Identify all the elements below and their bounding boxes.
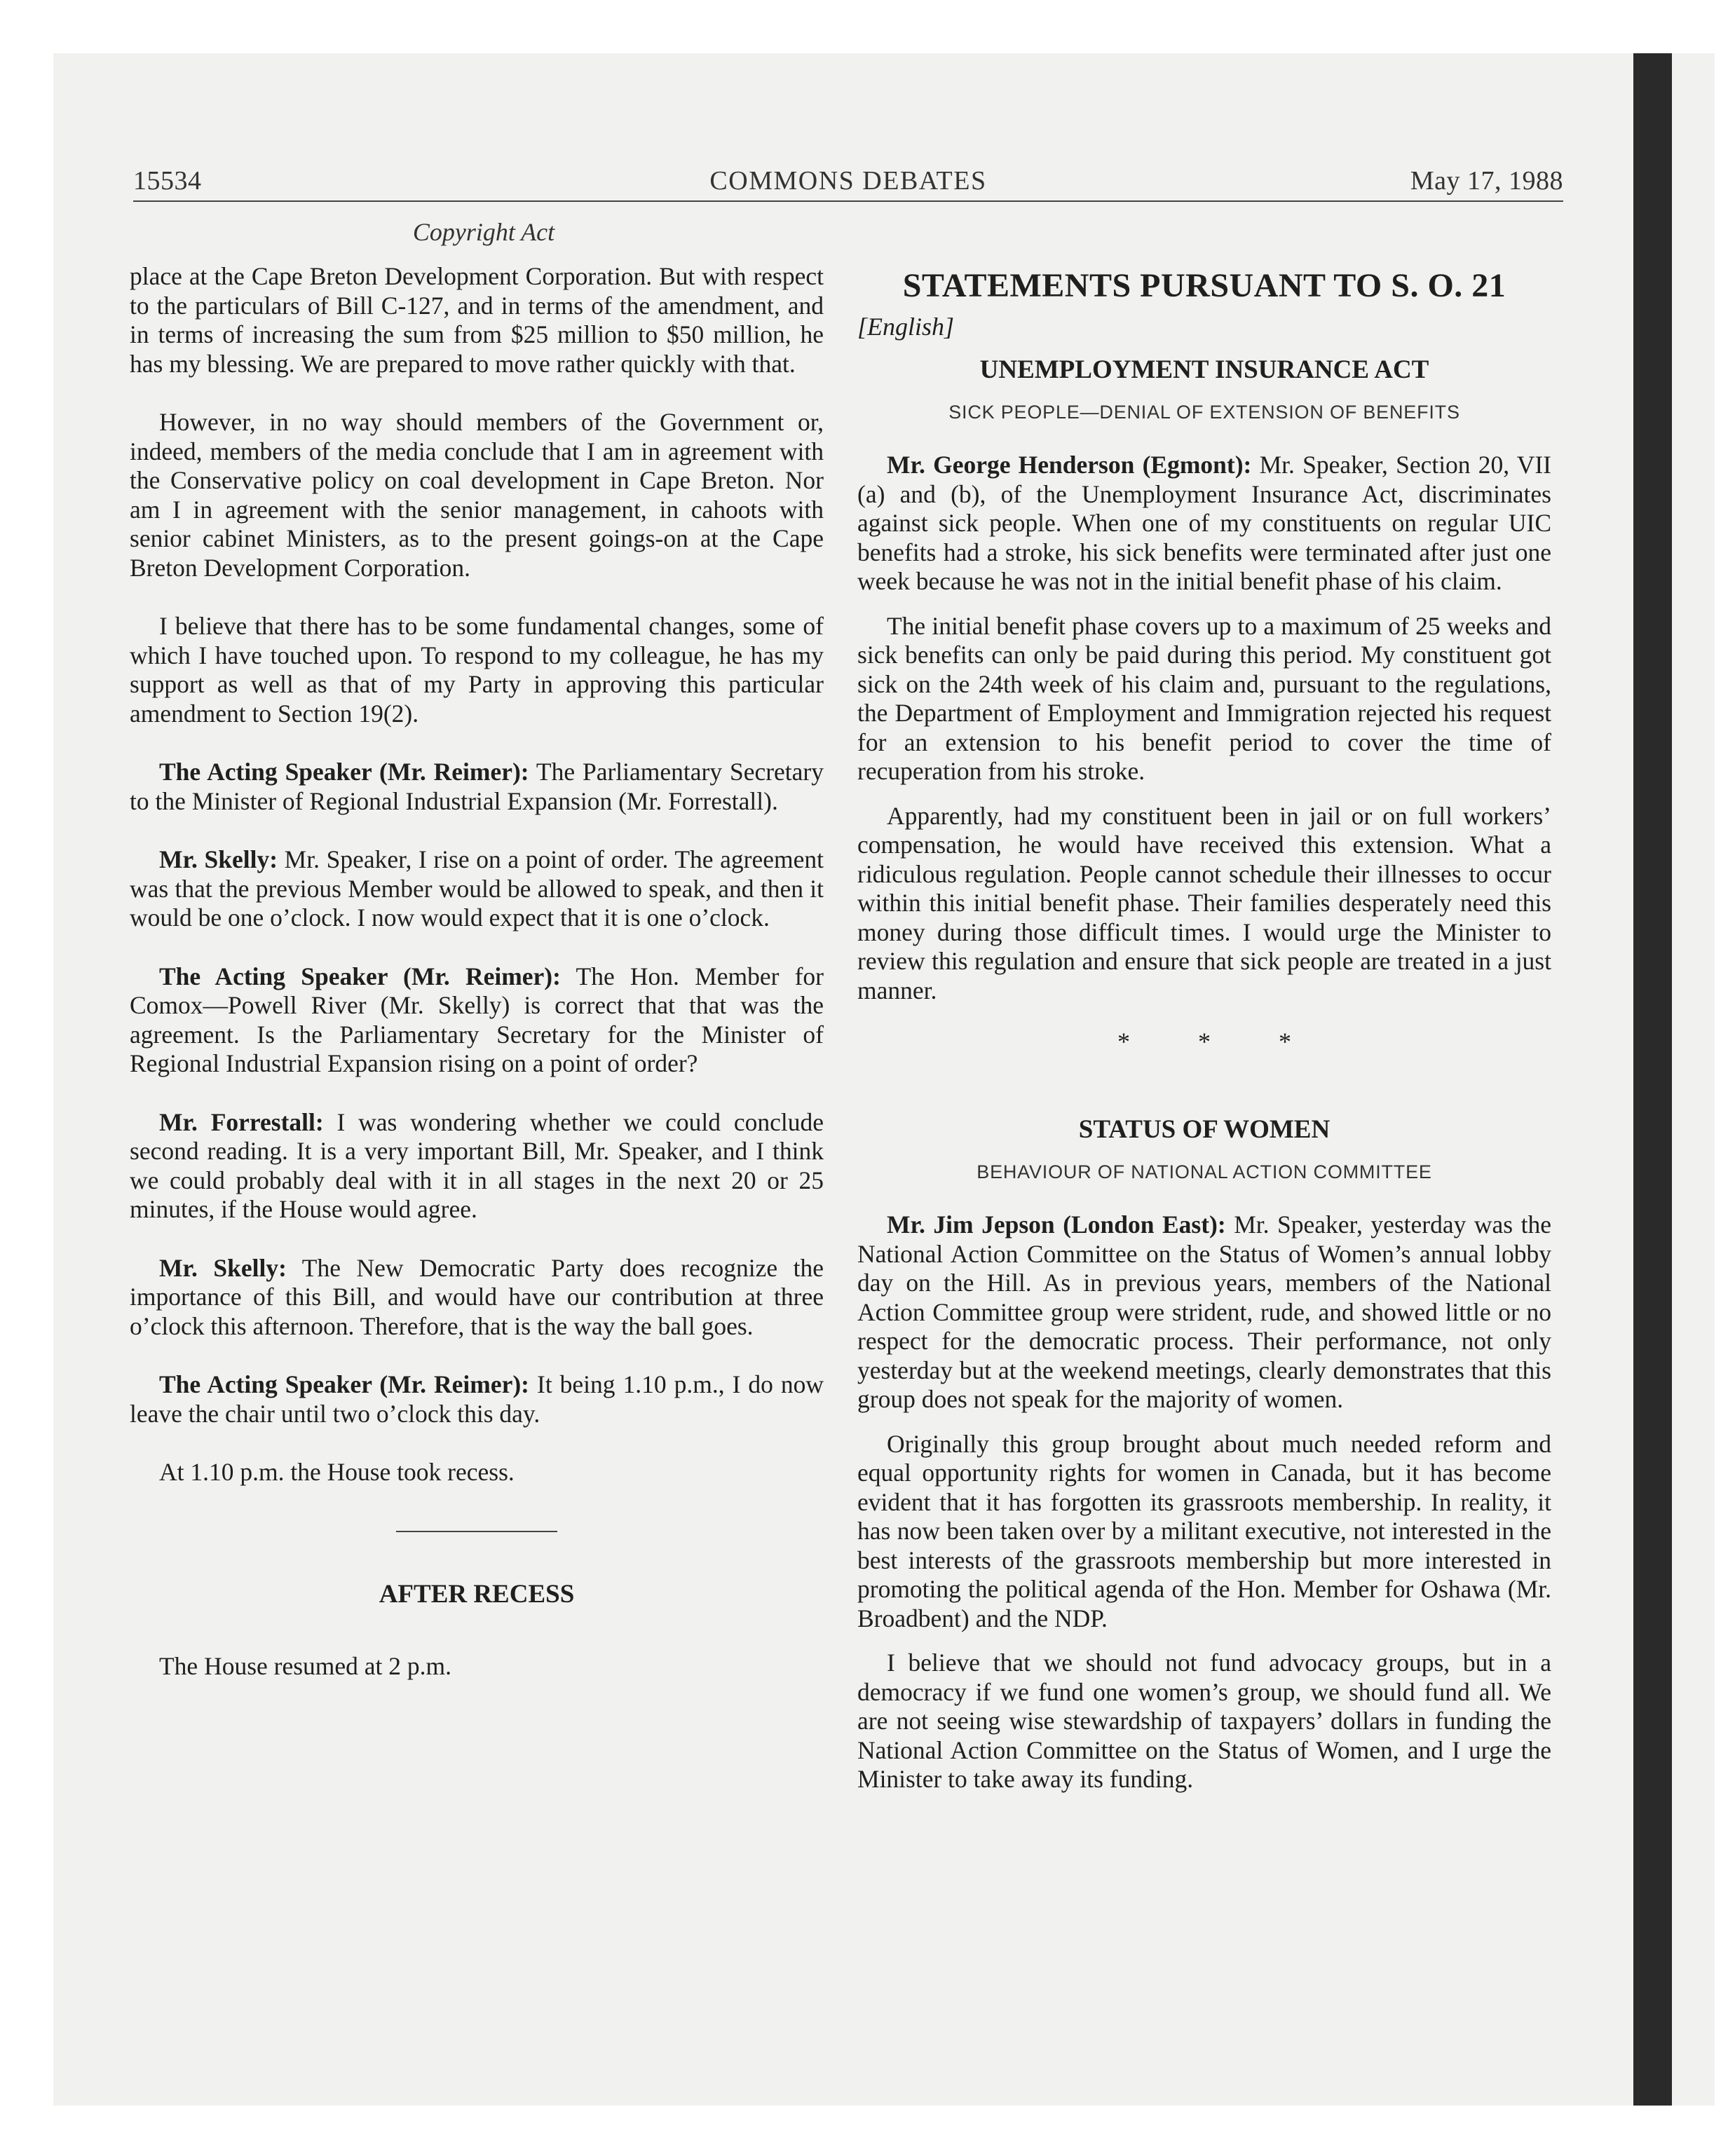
speech-text: The Parliamentary Secretary to the Minister of Regional Industrial Expansion (Mr. Forrestall). (130, 758, 824, 815)
language-note: [English] (857, 313, 955, 341)
speaker-name: The Acting Speaker (Mr. Reimer): (159, 1370, 530, 1398)
left-column (130, 262, 824, 1711)
paragraph: Originally this group brought about much needed reform and equal opportunity rights for women in Canada, but it has become evident that it has forgotten its grassroots membership. In reality, it has now been taken over by a militant executive, not interested in the best interests of the grassroots membership but more interested in promoting the political agenda of the Hon. Member for Oshawa (Mr. Broadbent) and the NDP. (857, 1429, 1551, 1632)
paragraph: place at the Cape Breton Development Corporation. But with respect to the particulars of Bill C-127, and in terms of the amendment, and in terms of increasing the sum from $25 million to $50 million, he has my blessing. We are prepared to move rather quickly with that. (130, 262, 824, 378)
paragraph: Apparently, had my constituent been in jail or on full workers’ compensation, he would have received this extension. What a ridiculous regulation. People cannot schedule their illnesses to occur within this initial benefit phase. Their families desperately need this money during those difficult times. I would urge the Minister to review this regulation and ensure that sick people are treated in a just manner. (857, 801, 1551, 1004)
speaker-name: Mr. Jim Jepson (London East): (887, 1210, 1226, 1239)
speech-text: Mr. Speaker, yesterday was the National Action Committee on the Status of Women’s annual lobby day on the Hill. As in previous years, members of the National Action Committee group were strident, rude, and showed little or no respect for the democratic process. Their performance, not only yesterday but at the weekend meetings, clearly demonstrates that this group does not speak for the majority of women. (857, 1210, 1551, 1413)
after-recess-heading: AFTER RECESS (379, 1579, 575, 1609)
topic-subheading: SICK PEOPLE—DENIAL OF EXTENSION OF BENEFITS (948, 401, 1460, 423)
speaker-name: The Acting Speaker (Mr. Reimer): (159, 758, 529, 786)
paragraph: I believe that there has to be some fundamental changes, some of which I have touched upon. To respond to my colleague, he has my support as well as that of my Party in approving this particular amendment to Section 19(2). (130, 612, 824, 728)
topic-subheading: BEHAVIOUR OF NATIONAL ACTION COMMITTEE (977, 1161, 1432, 1182)
speech-paragraph (130, 962, 824, 1079)
paragraph: I believe that we should not fund advocacy groups, but in a democracy if we fund one women’s group, we should fund all. We are not seeing wise stewardship of taxpayers’ dollars in funding the National Action Committee on the Status of Women, and I urge the Minister to take away its funding. (857, 1649, 1551, 1793)
speaker-name: Mr. Skelly: (159, 1253, 287, 1282)
speaker-name: Mr. Skelly: (159, 845, 278, 873)
speech-text: Mr. Speaker, Section 20, VII (a) and (b), of the Unemployment Insurance Act, discriminates against sick people. When one of my constituents on regular UIC benefits had a stroke, his sick benefits were terminated after just one week because he was not in the initial benefit phase of his claim. (857, 451, 1551, 595)
speech-text: Mr. Speaker, I rise on a point of order. The agreement was that the previous Member would be allowed to speak, and then it would be one o’clock. I now would expect that it is one o’clock. (130, 845, 824, 932)
topic-heading: UNEMPLOYMENT INSURANCE ACT (979, 355, 1429, 384)
topic-heading: STATUS OF WOMEN (1078, 1114, 1331, 1144)
section-heading: STATEMENTS PURSUANT TO S. O. 21 (902, 267, 1506, 304)
speaker-name: The Acting Speaker (Mr. Reimer): (159, 962, 561, 990)
publication-date: May 17, 1988 (1410, 166, 1563, 196)
speech-text: It being 1.10 p.m., I do now leave the chair until two o’clock this day. (130, 1370, 824, 1428)
running-head: Copyright Act (412, 218, 555, 246)
paragraph: At 1.10 p.m. the House took recess. (159, 1458, 515, 1486)
speech-text: The Hon. Member for Comox—Powell River (Mr. Skelly) is correct that that was the agreement. Is the Parliamentary Secretary for the Minister of Regional Industrial Expansion rising on a point of order? (130, 962, 824, 1077)
page-number: 15534 (133, 166, 202, 196)
scan-edge-bar (1633, 53, 1672, 2106)
speech-paragraph (857, 1210, 1551, 1414)
paragraph: The initial benefit phase covers up to a maximum of 25 weeks and sick benefits can only be paid during this period. My constituent got sick on the 24th week of his claim and, pursuant to the regulations, the Department of Employment and Immigration rejected his request for an extension to his benefit period to cover the time of recuperation from his stroke. (857, 611, 1551, 785)
speech-paragraph (857, 451, 1551, 596)
speaker-name: Mr. George Henderson (Egmont): (887, 451, 1252, 479)
paragraph: The House resumed at 2 p.m. (159, 1652, 452, 1680)
speech-text: I was wondering whether we could conclude second reading. It is a very important Bill, Mr. Speaker, and I think we could probably deal with it in all stages in the next 20 or 25 minutes, if the House would agree. (130, 1107, 824, 1223)
section-divider (396, 1531, 557, 1532)
speech-paragraph (130, 1370, 824, 1428)
speech-paragraph (130, 1108, 824, 1224)
separator-stars: * * * (1117, 1028, 1322, 1056)
speech-text: The New Democratic Party does recognize the importance of this Bill, and would have our contribution at three o’clock this afternoon. Therefore, that is the way the ball goes. (130, 1253, 824, 1340)
page-header (133, 165, 1563, 199)
speaker-name: Mr. Forrestall: (159, 1107, 324, 1136)
paragraph: However, in no way should members of the Government or, indeed, members of the media conclude that I am in agreement with the Conservative policy on coal development in Cape Breton. Nor am I in agreement with the senior management, in cahoots with senior cabinet Ministers, as to the present goings-on at the Cape Breton Development Corporation. (130, 408, 824, 582)
speech-paragraph (130, 845, 824, 933)
publication-title: COMMONS DEBATES (709, 166, 987, 196)
speech-paragraph (130, 1254, 824, 1342)
header-rule (133, 200, 1563, 202)
right-column (857, 262, 1551, 1810)
speech-paragraph (130, 758, 824, 816)
